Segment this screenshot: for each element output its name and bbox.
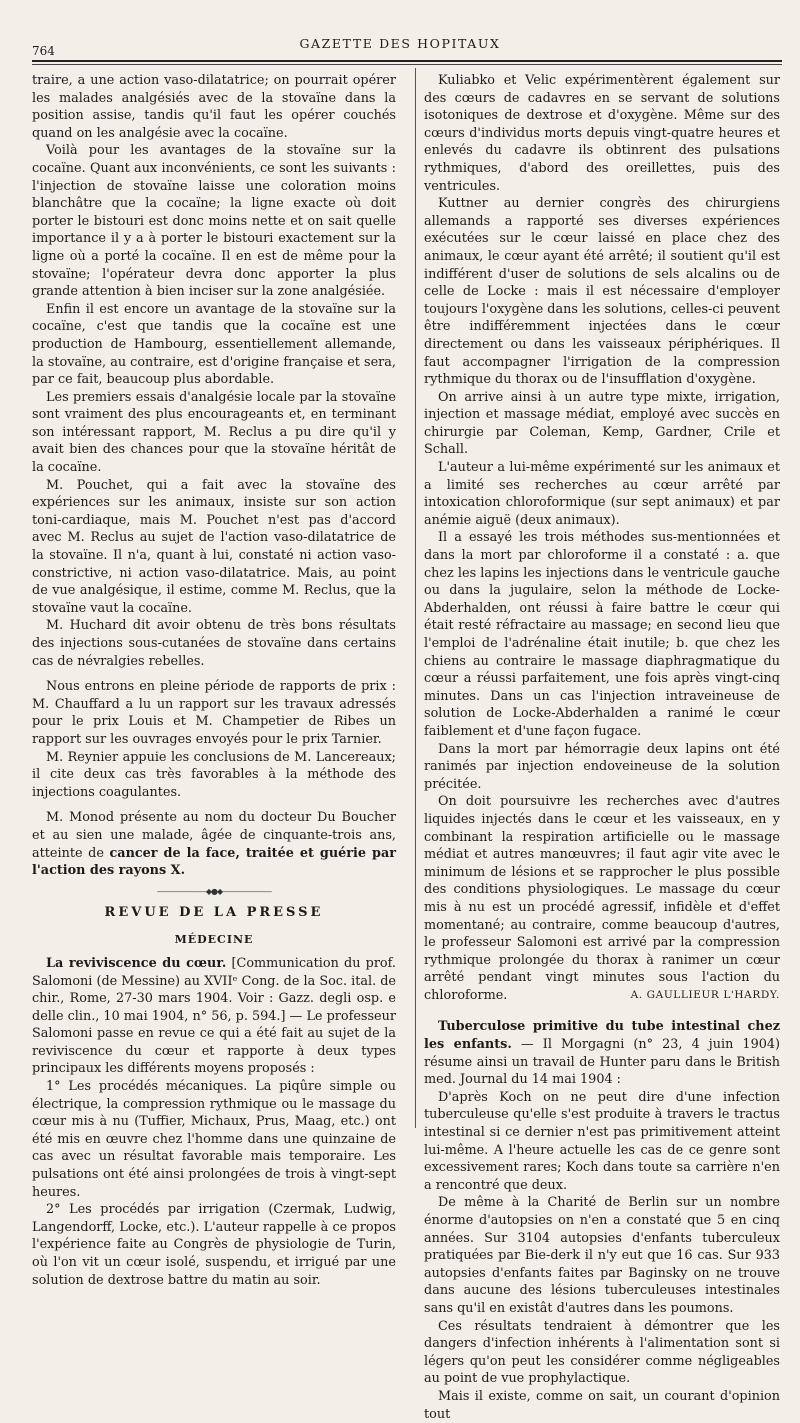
paragraph: M. Reynier appuie les conclusions de M. Lancereaux; il cite deux cas très favorables à la méthode des injections coagulantes. <box>32 749 396 800</box>
paragraph: traire, a une action vaso-dilatatrice; on pourrait opérer les malades analgésiés avec de la stovaïne dans la position assise, tandis qu'il faut les opérer couchés quand on les analgésie avec la cocaïne. <box>32 73 396 141</box>
paragraph: 1° Les procédés mécaniques. La piqûre simple ou électrique, la compression rythmique ou le massage du cœur mis à nu (Tuffier, Michaux, Prus, Maag, etc.) ont été mis en œuvre chez l'homme dans une quinzaine de cas avec un résultat favorable mais temporaire. Les pulsations ont été ainsi prolongées de trois à vingt-sept heures. <box>32 1079 396 1200</box>
header-rule-thin <box>32 64 782 65</box>
article-text: [Communication du prof. Salomoni (de Messine) au XVIIᵉ Cong. de la Soc. ital. de chir., Rome, 27-30 mars 1904. Voir : Gazz. degli osp. e delle clin., 10 mai 1904, n° 56, p. 594.] — Le professeur Salomoni passe en revue ce qui a été fait au sujet de la reviviscence du cœur et rapporte à deux types principaux les différents moyens proposés : <box>32 955 396 1077</box>
paragraph: L'auteur a lui-même expérimenté sur les animaux et a limité ses recherches au cœur arrêté par intoxication chloroformique (sur sept animaux) et par anémie aiguë (deux animaux). <box>424 460 780 528</box>
paragraph: Kuliabko et Velic expérimentèrent également sur des cœurs de cadavres en se servant de solutions isotoniques de dextrose et d'oxygène. Même sur des cœurs d'individus morts depuis vingt-quatre heures et enlevés du cadavre ils obtinrent des pulsations rythmiques, d'abord des oreillettes, puis des ventricules. <box>424 73 780 194</box>
column-divider <box>415 68 416 1128</box>
paragraph: 2° Les procédés par irrigation (Czermak, Ludwig, Langendorff, Locke, etc.). L'auteur rappelle à ce propos l'expérience faite au Congrès de physiologie de Turin, où l'on vit un cœur isolé, suspendu, et irrigué par une solution de dextrose battre du matin au soir. <box>32 1202 396 1288</box>
paragraph: On arrive ainsi à un autre type mixte, irrigation, injection et massage médiat, employé avec succès en chirurgie par Coleman, Kemp, Gardner, Crile et Schall. <box>424 389 780 458</box>
paragraph <box>424 793 780 1004</box>
paragraph: De même à la Charité de Berlin sur un nombre énorme d'autopsies on n'en a constaté que 5 en cinq années. Sur 3104 autopsies d'enfants tuberculeux pratiquées par Bie-derk il n'y eut que 16 cas. Sur 933 autopsies d'enfants faites par Baginsky on ne trouve dans aucune des lésions tuberculeuses intestinales sans qu'il en existât d'autres dans les poumons. <box>424 1195 780 1316</box>
article-lead: Tuberculose primitive du tube intestinal chez les enfants. <box>424 1019 780 1053</box>
monod-paragraph <box>32 809 396 879</box>
paragraph: D'après Koch on ne peut dire d'une infection tuberculeuse qu'elle s'est produite à travers le tractus intestinal si ce dernier n'est pas primitivement atteint lui-même. A l'heure actuelle les cas de ce genre sont excessivement rares; Koch dans toute sa carrière n'en a rencontré que deux. <box>424 1089 780 1193</box>
paragraph: Les premiers essais d'analgésie locale par la stovaïne sont vraiment des plus encourageants et, en terminant son intéressant rapport, M. Reclus a pu dire qu'il y avait bien des chances pour que la stovaïne héritât de la cocaïne. <box>32 389 396 476</box>
last-paragraph-text: On doit poursuivre les recherches avec d'autres liquides injectés dans le cœur et les vaisseaux, en y combinant la respiration artificielle ou le massage médiat et autres manœuvres; il faut agir vite avec le minimum de lésions et se rapprocher le plus possible des conditions physiologiques. Le massage du cœur mis à nu est un procédé agressif, infidèle et d'effet momentané; au contraire, comme beaucoup d'autres, le professeur Salomoni est arrivé par la compression rythmique prolongée du thorax à ranimer un cœur arrêté pendant vingt minutes sous l'action du chloroforme. <box>424 794 780 1003</box>
left-column <box>32 72 396 1289</box>
paragraph: Kuttner au dernier congrès des chirurgiens allemands a rapporté ses diverses expériences exécutées sur le cœur laissé en place chez des animaux, le cœur ayant été arrêté; il soutient qu'il est indifférent d'user de solutions de sels alcalins ou de celle de Locke : mais il est nécessaire d'employer toujours l'oxygène dans les solutions, celles-ci peuvent être indifféremment injectées dans le cœur directement ou dans les vaisseaux périphériques. Il faut accompagner l'irrigation de la compression rythmique du thorax ou de l'insufflation d'oxygène. <box>424 196 780 388</box>
paragraph: Mais il existe, comme on sait, un courant d'opinion tout <box>424 1388 780 1422</box>
article-lead: La reviviscence du cœur. <box>46 955 227 971</box>
article-text: — Il Morgagni (n° 23, 4 juin 1904) résume ainsi un travail de Hunter paru dans le British med. Journal du 14 mai 1904 : <box>424 1037 780 1088</box>
paragraph: Ces résultats tendraient à démontrer que les dangers d'infection inhérents à l'alimentation sont si légers qu'on peut les considérer comme négligeables au point de vue prophylactique. <box>424 1318 780 1387</box>
paragraph: Nous entrons en pleine période de rapports de prix : M. Chauffard a lu un rapport sur les travaux adressés pour le prix Louis et M. Champetier de Ribes un rapport sur les ouvrages envoyés pour le prix Tarnier. <box>32 679 396 747</box>
paragraph: Il a essayé les trois méthodes sus-mentionnées et dans la mort par chloroforme il a constaté : a. que chez les lapins les injections dans le ventricule gauche ou dans la jugulaire, selon la méthode de Locke-Abderhalden, ont réussi à faire battre le cœur qui était resté réfractaire au massage; en second lieu que l'emploi de l'adrénaline était inutile; b. que chez les chiens au contraire le massage diaphragmatique du cœur a réussi parfaitement, une fois après vingt-cinq minutes. Dans un cas l'injection intraveineuse de solution de Locke-Abderhalden a ranimé le cœur faiblement et d'une façon fugace. <box>424 530 780 739</box>
subsection-title: MÉDECINE <box>174 933 254 947</box>
ornament-divider: ———————◆●◆——————— <box>156 886 272 896</box>
header-rule <box>32 60 782 62</box>
monod-bold: cancer de la face, traitée et guérie par l'action des rayons X. <box>32 845 396 879</box>
paragraph: M. Pouchet, qui a fait avec la stovaïne des expériences sur les animaux, insiste sur son action toni-cardiaque, mais M. Pouchet n'est pas d'accord avec M. Reclus au sujet de l'action vaso-dilatatrice de la stovaïne. Il n'a, quant à lui, constaté ni action vaso-constrictive, ni action vaso-dilatatrice. Mais, au point de vue analgésique, il estime, comme M. Reclus, que la stovaïne vaut la cocaïne. <box>32 477 396 616</box>
page-number: 764 <box>32 44 55 58</box>
paragraph: Dans la mort par hémorragie deux lapins ont été ranimés par injection endoveineuse de la solution précitée. <box>424 741 780 792</box>
paragraph: M. Huchard dit avoir obtenu de très bons résultats des injections sous-cutanées de stovaïne dans certains cas de névralgies rebelles. <box>32 618 396 669</box>
section-title: REVUE DE LA PRESSE <box>104 904 324 920</box>
right-column <box>424 72 780 1423</box>
reviviscence-paragraph <box>32 955 396 1078</box>
monod-text: M. Monod présente au nom du docteur Du Boucher et au sien une malade, âgée de cinquante-trois ans, atteinte de <box>32 810 396 861</box>
paragraph: Enfin il est encore un avantage de la stovaïne sur la cocaïne, c'est que tandis que la cocaïne est une production de Hambourg, essentiellement allemande, la stovaïne, au contraire, est d'origine française et sera, par ce fait, beaucoup plus abordable. <box>32 301 396 388</box>
paragraph: Voilà pour les avantages de la stovaïne sur la cocaïne. Quant aux inconvénients, ce sont les suivants : l'injection de stovaïne laisse une coloration moins blanchâtre que la cocaïne; la ligne exacte où doit porter le bistouri est donc moins nette et on sait quelle importance il y a à porter le bistouri exactement sur la ligne où a porté la cocaïne. Il en est de même pour la stovaïne; l'opérateur devra donc apporter la plus grande attention à bien inciser sur la zone analgésiée. <box>32 143 396 300</box>
journal-title: GAZETTE DES HOPITAUX <box>299 36 501 51</box>
author-signature: A. GAULLIEUR L'HARDY. <box>630 988 780 1001</box>
tuberculose-paragraph <box>424 1018 780 1088</box>
